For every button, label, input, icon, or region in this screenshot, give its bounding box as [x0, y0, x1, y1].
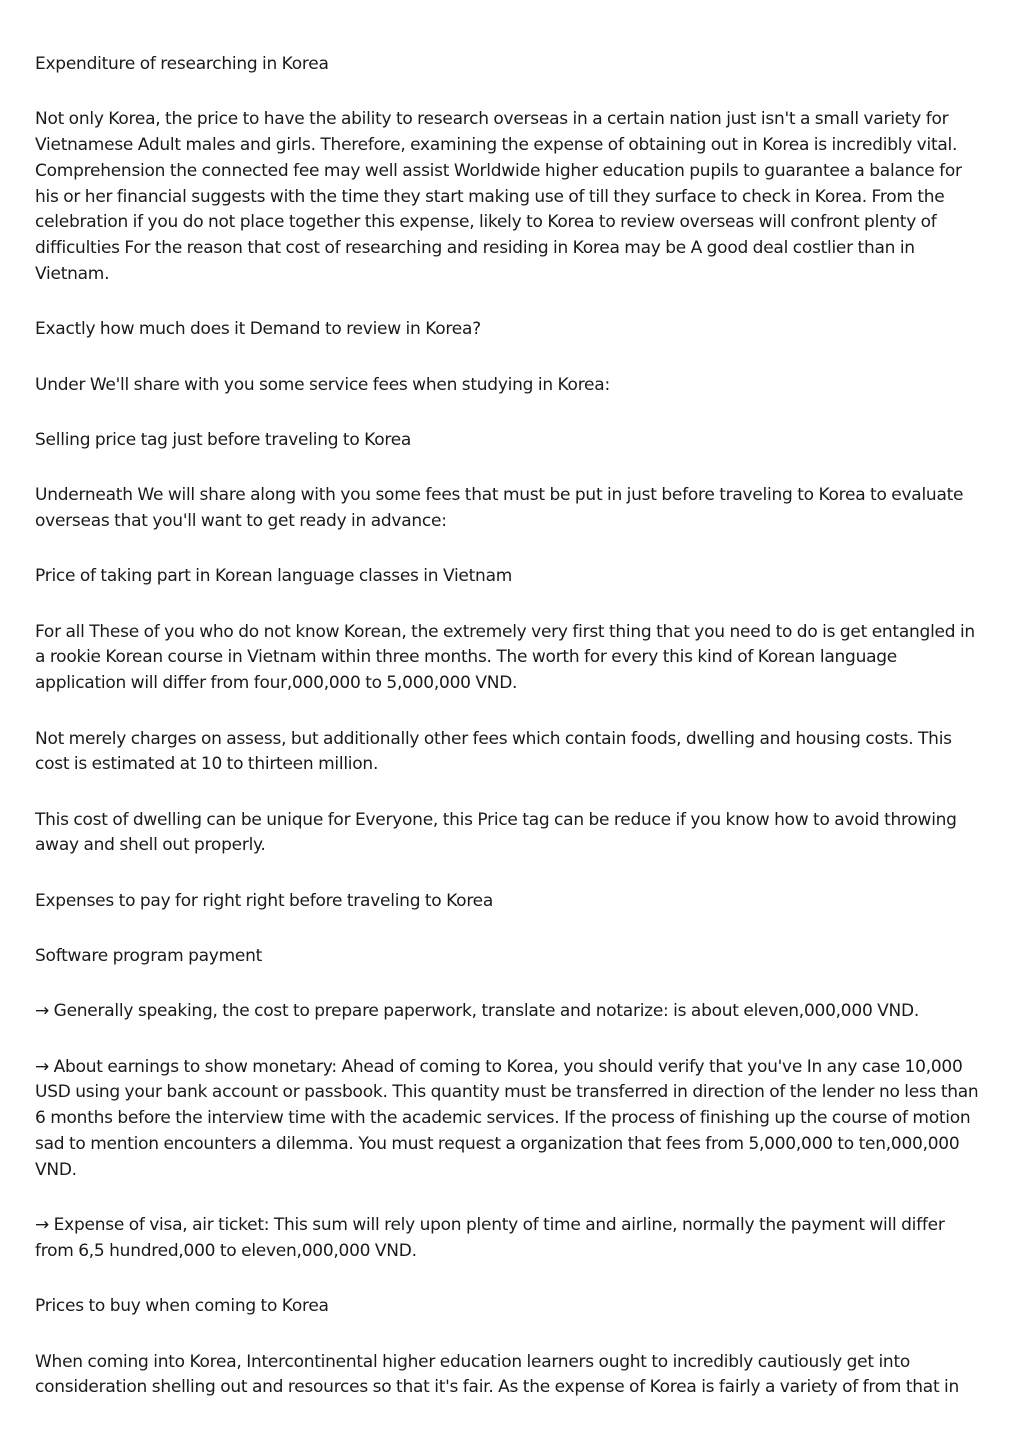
list-item-visa-air-ticket: → Expense of visa, air ticket: This sum will rely upon plenty of time and airline, normally the payment will differ from 6,5 hundred,000 to eleven,000,000 VND.	[35, 1215, 945, 1261]
paragraph-dwelling-cost: This cost of dwelling can be unique for Everyone, this Price tag can be reduce if you know how to avoid throwing away and shell out properly.	[35, 809, 957, 856]
paragraph-fees-in-advance: Underneath We will share along with you some fees that must be put in just before traveling to Korea to evaluate overseas that you'll want to get ready in advance:	[35, 485, 964, 532]
section-heading-expenses-before-travel: Expenses to pay for right right before traveling to Korea	[35, 890, 494, 911]
paragraph-living-charges: Not merely charges on assess, but additionally other fees which contain foods, dwelling and housing costs. This cost is estimated at 10 to thirteen million.	[35, 728, 952, 775]
section-heading-prices-in-korea: Prices to buy when coming to Korea	[35, 1296, 329, 1317]
document-body	[35, 52, 985, 1431]
paragraph-service-fees: Under We'll share with you some service fees when studying in Korea:	[35, 374, 610, 395]
section-heading-how-much: Exactly how much does it Demand to review in Korea?	[35, 319, 481, 340]
paragraph-intro: Not only Korea, the price to have the ability to research overseas in a certain nation just isn't a small variety for Vietnamese Adult males and girls. Therefore, examining the expense of obtaining out in Korea is incredibly vital. Comprehension the connected fee may well assist Worldwide higher education pupils to guarantee a balance for his or her financial suggests with the time they start making use of till they surface to check in Korea. From the celebration if you do not place together this expense, likely to Korea to review overseas will confront plenty of difficulties For the reason that cost of researching and residing in Korea may be A good deal costlier than in Vietnam.	[35, 109, 962, 285]
list-item-paperwork-cost: → Generally speaking, the cost to prepare paperwork, translate and notarize: is about eleven,000,000 VND.	[35, 1001, 920, 1022]
paragraph-korean-course: For all These of you who do not know Korean, the extremely very first thing that you need to do is get entangled in a rookie Korean course in Vietnam within three months. The worth for every this kind of Korean language application will differ from four,000,000 to 5,000,000 VND.	[35, 621, 975, 694]
section-heading-software-payment: Software program payment	[35, 946, 263, 967]
section-heading-before-travel: Selling price tag just before traveling to Korea	[35, 429, 412, 450]
list-item-financial-proof: → About earnings to show monetary: Ahead of coming to Korea, you should verify that you've In any case 10,000 USD using your bank account or passbook. This quantity must be transferred in direction of the lender no less than 6 months before the interview time with the academic services. If the process of finishing up the course of motion sad to mention encounters a dilemma. You must request a organization that fees from 5,000,000 to ten,000,000 VND.	[35, 1056, 979, 1180]
section-heading-expenditure: Expenditure of researching in Korea	[35, 54, 329, 74]
section-heading-language-classes: Price of taking part in Korean language classes in Vietnam	[35, 566, 513, 587]
paragraph-coming-into-korea: When coming into Korea, Intercontinental higher education learners ought to incredibly cautiously get into consideration shelling out and resources so that it's fair. As the expense of Korea is fairly a variety of from that in	[35, 1351, 960, 1398]
